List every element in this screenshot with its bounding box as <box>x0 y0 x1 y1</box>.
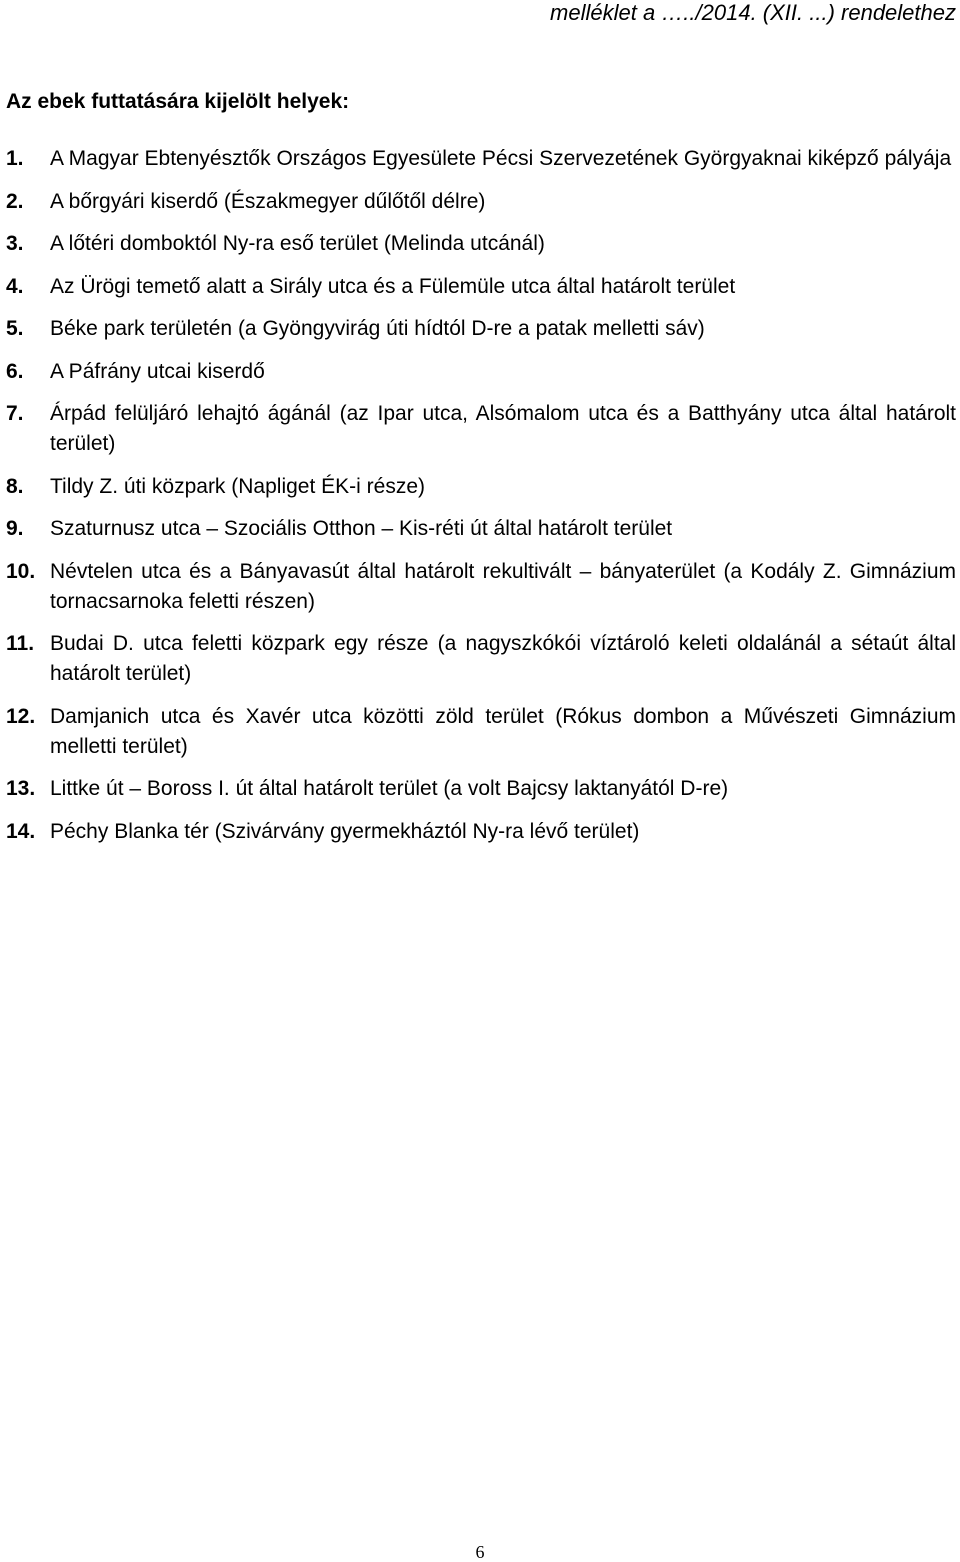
list-item <box>6 229 956 259</box>
item-text: Béke park területén (a Gyöngyvirág úti hídtól D-re a patak melletti sáv) <box>50 317 705 340</box>
item-text: Az Ürögi temető alatt a Sirály utca és a Fülemüle utca által határolt terület <box>50 274 736 298</box>
list-item <box>6 629 956 689</box>
list-item <box>6 514 956 544</box>
list-item <box>6 357 956 387</box>
page-number: 6 <box>475 1542 485 1562</box>
item-text: A Magyar Ebtenyésztők Országos Egyesülete Pécsi Szervezetének Györgyaknai kiképző pályája <box>50 147 952 170</box>
item-number: 13. <box>6 777 36 800</box>
item-text: A lőtéri domboktól Ny-ra eső terület (Melinda utcánál) <box>50 232 545 255</box>
item-number: 14. <box>6 819 36 843</box>
item-number: 11. <box>6 632 35 655</box>
item-number: 8. <box>6 474 24 498</box>
item-number: 2. <box>6 189 24 213</box>
item-number: 4. <box>6 274 24 298</box>
item-text: Árpád felüljáró lehajtó ágánál (az Ipar utca, Alsómalom utca és a Batthyány utca által határolt terület) <box>50 402 956 455</box>
list-item <box>6 272 956 302</box>
list-item <box>6 702 956 762</box>
item-number: 9. <box>6 517 24 540</box>
item-text: Szaturnusz utca – Szociális Otthon – Kis-réti út által határolt terület <box>50 517 673 540</box>
item-text: A Páfrány utcai kiserdő <box>50 359 265 383</box>
item-number: 10. <box>6 559 36 583</box>
list-item <box>6 314 956 344</box>
list-item <box>6 472 956 502</box>
list-item <box>6 399 956 459</box>
item-text: Péchy Blanka tér (Szivárvány gyermekháztól Ny-ra lévő terület) <box>50 819 640 843</box>
annex-reference: melléklet a …../2014. (XII. ...) rendelethez <box>550 0 956 25</box>
item-number: 7. <box>6 402 24 425</box>
item-number: 6. <box>6 359 24 383</box>
list-item <box>6 774 956 804</box>
designated-areas-list <box>6 144 956 859</box>
item-text: Névtelen utca és a Bányavasút által határolt rekultivált – bányaterület (a Kodály Z. Gimnázium tornacsarnoka feletti részen) <box>50 559 956 613</box>
item-number: 5. <box>6 317 24 340</box>
item-number: 1. <box>6 147 24 170</box>
item-text: Damjanich utca és Xavér utca közötti zöld terület (Rókus dombon a Művészeti Gimnázium melletti terület) <box>50 704 956 758</box>
item-text: Tildy Z. úti közpark (Napliget ÉK-i része) <box>50 474 425 498</box>
item-text: A bőrgyári kiserdő (Északmegyer dűlőtől délre) <box>50 189 486 213</box>
item-number: 3. <box>6 232 24 255</box>
list-item <box>6 144 956 174</box>
item-text: Budai D. utca feletti közpark egy része (a nagyszkókói víztároló keleti oldalánál a sétaút által határolt terület) <box>50 632 956 685</box>
list-item <box>6 817 956 847</box>
document-title: Az ebek futtatására kijelölt helyek: <box>6 90 350 113</box>
list-item <box>6 187 956 217</box>
item-number: 12. <box>6 704 36 728</box>
item-text: Littke út – Boross I. út által határolt terület (a volt Bajcsy laktanyától D-re) <box>50 777 729 800</box>
list-item <box>6 557 956 617</box>
